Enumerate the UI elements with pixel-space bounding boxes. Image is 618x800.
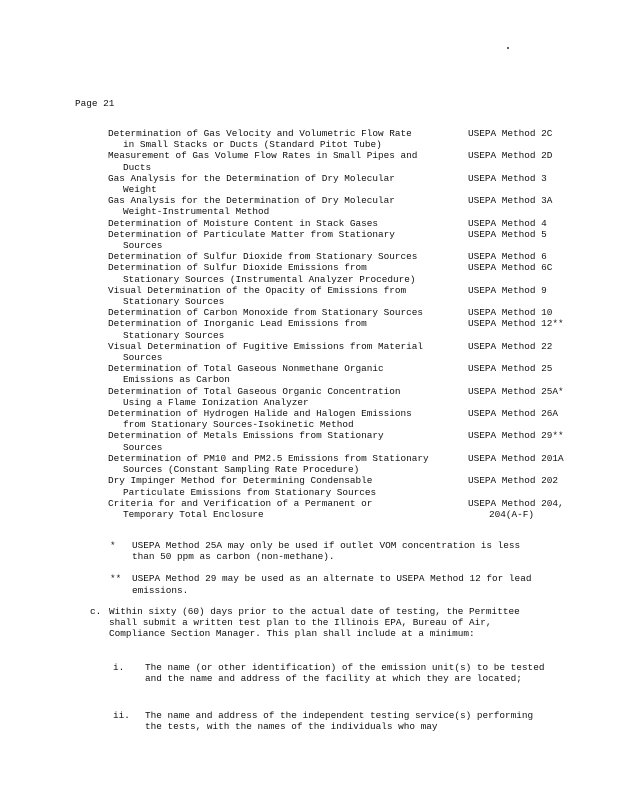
method-description-line: Determination of Hydrogen Halide and Halogen Emissions xyxy=(108,408,412,420)
method-description xyxy=(108,318,453,340)
method-reference xyxy=(468,341,568,363)
method-description-line: Dry Impinger Method for Determining Condensable xyxy=(108,475,373,487)
method-description-continuation: Sources xyxy=(123,441,163,453)
method-description xyxy=(108,453,453,475)
method-reference xyxy=(468,408,568,430)
method-row xyxy=(108,430,568,452)
method-reference xyxy=(468,453,568,475)
method-description-line: Determination of PM10 and PM2.5 Emissions from Stationary xyxy=(108,452,429,464)
method-row xyxy=(108,251,568,262)
item-c xyxy=(90,606,550,640)
method-description xyxy=(108,285,453,307)
method-description xyxy=(108,408,453,430)
method-description-continuation: Stationary Sources xyxy=(123,296,225,308)
method-description-continuation: Emissions as Carbon xyxy=(123,374,230,386)
method-description-continuation: from Stationary Sources-Isokinetic Method xyxy=(123,419,354,431)
subitem-ii xyxy=(113,710,553,732)
method-reference-line: USEPA Method 29** xyxy=(468,430,564,442)
method-description-line: Determination of Particulate Matter from Stationary xyxy=(108,228,395,240)
method-reference xyxy=(468,363,568,385)
footnote xyxy=(110,540,540,562)
method-row xyxy=(108,498,568,520)
method-reference-line: USEPA Method 25A* xyxy=(468,385,564,397)
method-row xyxy=(108,363,568,385)
method-description-continuation: Particulate Emissions from Stationary Sources xyxy=(123,486,377,498)
method-reference-line: USEPA Method 22 xyxy=(468,340,553,352)
subitem-text: The name and address of the independent testing service(s) performing the tests, with the names of the individuals who may xyxy=(145,710,534,733)
method-reference-line: USEPA Method 25 xyxy=(468,363,553,375)
footnote-text: USEPA Method 25A may only be used if outlet VOM concentration is less than 50 ppm as carbon (non-methane). xyxy=(132,540,521,563)
item-c-label: c. xyxy=(90,606,102,617)
subitem-text: The name (or other identification) of the emission unit(s) to be tested and the name and address of the facility at which they are located; xyxy=(145,662,545,685)
method-description xyxy=(108,430,453,452)
method-description-continuation: Weight-Instrumental Method xyxy=(123,206,270,218)
method-description-line: Measurement of Gas Volume Flow Rates in Small Pipes and xyxy=(108,150,418,162)
method-description-continuation: Sources xyxy=(123,352,163,364)
method-description xyxy=(108,150,453,172)
method-reference-line: USEPA Method 10 xyxy=(468,307,553,319)
method-reference-line: USEPA Method 26A xyxy=(468,408,559,420)
method-reference xyxy=(468,218,568,229)
method-description-continuation: Stationary Sources (Instrumental Analyzer Procedure) xyxy=(123,273,416,285)
method-row xyxy=(108,195,568,217)
method-reference xyxy=(468,307,568,318)
method-description-line: Determination of Carbon Monoxide from Stationary Sources xyxy=(108,307,424,319)
method-row xyxy=(108,307,568,318)
method-description-line: Determination of Metals Emissions from Stationary xyxy=(108,430,384,442)
method-row xyxy=(108,218,568,229)
subitem-i xyxy=(113,662,553,684)
footnote-text: USEPA Method 29 may be used as an alternate to USEPA Method 12 for lead emissions. xyxy=(132,573,532,596)
method-description xyxy=(108,475,453,497)
footnotes xyxy=(110,540,540,607)
method-row xyxy=(108,150,568,172)
method-row xyxy=(108,262,568,284)
method-row xyxy=(108,453,568,475)
method-description-line: Determination of Gas Velocity and Volumetric Flow Rate xyxy=(108,128,412,139)
method-reference-line: USEPA Method 201A xyxy=(468,452,564,464)
method-reference-line: USEPA Method 5 xyxy=(468,228,547,240)
method-description xyxy=(108,128,453,150)
scan-speck xyxy=(507,47,509,49)
method-description xyxy=(108,218,453,229)
method-description-line: Gas Analysis for the Determination of Dry Molecular xyxy=(108,195,395,207)
method-row xyxy=(108,128,568,150)
method-description-line: Determination of Inorganic Lead Emissions from xyxy=(108,318,367,330)
method-reference xyxy=(468,128,568,150)
method-row xyxy=(108,229,568,251)
method-reference-line: USEPA Method 9 xyxy=(468,284,547,296)
method-reference xyxy=(468,150,568,172)
method-description-continuation: in Small Stacks or Ducts (Standard Pitot Tube) xyxy=(123,139,382,151)
method-reference xyxy=(468,475,568,497)
footnote xyxy=(110,573,540,595)
method-description-line: Determination of Sulfur Dioxide from Stationary Sources xyxy=(108,251,418,263)
method-description xyxy=(108,498,453,520)
method-description-line: Determination of Sulfur Dioxide Emissions from xyxy=(108,262,367,274)
method-reference-line: USEPA Method 4 xyxy=(468,217,547,229)
method-row xyxy=(108,341,568,363)
method-description xyxy=(108,251,453,262)
method-reference-line: USEPA Method 3 xyxy=(468,172,547,184)
method-description xyxy=(108,173,453,195)
method-row xyxy=(108,408,568,430)
method-reference xyxy=(468,195,568,217)
method-description xyxy=(108,341,453,363)
method-reference-line: USEPA Method 2C xyxy=(468,128,553,139)
method-reference-line: USEPA Method 3A xyxy=(468,195,553,207)
method-reference-continuation: 204(A-F) xyxy=(489,508,535,520)
footnote-mark: ** xyxy=(110,573,122,585)
method-description xyxy=(108,307,453,318)
method-reference xyxy=(468,262,568,284)
method-description-line: Criteria for and Verification of a Permanent or xyxy=(108,497,373,509)
method-description xyxy=(108,386,453,408)
method-row xyxy=(108,386,568,408)
method-description xyxy=(108,195,453,217)
method-reference xyxy=(468,229,568,251)
subitem-label: i. xyxy=(113,662,125,673)
method-reference-line: USEPA Method 202 xyxy=(468,475,559,487)
method-reference-line: USEPA Method 2D xyxy=(468,150,553,162)
method-reference xyxy=(468,430,568,452)
method-reference xyxy=(468,386,568,408)
method-reference xyxy=(468,285,568,307)
method-description-line: Gas Analysis for the Determination of Dry Molecular xyxy=(108,172,395,184)
test-methods-table xyxy=(108,128,568,520)
method-description-line: Visual Determination of the Opacity of Emissions from xyxy=(108,284,407,296)
method-description-continuation: Using a Flame Ionization Analyzer xyxy=(123,396,309,408)
method-description xyxy=(108,363,453,385)
method-description-continuation: Weight xyxy=(123,184,157,196)
method-reference xyxy=(468,251,568,262)
method-row xyxy=(108,285,568,307)
method-row xyxy=(108,173,568,195)
method-description-line: Determination of Total Gaseous Nonmethane Organic xyxy=(108,363,384,375)
method-reference xyxy=(468,318,568,340)
method-reference-line: USEPA Method 6 xyxy=(468,251,547,263)
method-reference-line: USEPA Method 204, xyxy=(468,497,564,509)
method-reference-line: USEPA Method 6C xyxy=(468,262,553,274)
method-description-line: Determination of Moisture Content in Stack Gases xyxy=(108,217,379,229)
method-reference-line: USEPA Method 12** xyxy=(468,318,564,330)
method-reference xyxy=(468,498,568,520)
item-c-text: Within sixty (60) days prior to the actual date of testing, the Permittee shall submit a written test plan to the Illinois EPA, Bureau of Air, Compliance Section Manager. This plan shall include at a minimum: xyxy=(109,606,520,640)
footnote-mark: * xyxy=(110,540,116,551)
method-description-continuation: Stationary Sources xyxy=(123,329,225,341)
method-reference xyxy=(468,173,568,195)
method-description xyxy=(108,262,453,284)
subitem-label: ii. xyxy=(113,710,130,721)
method-description-continuation: Temporary Total Enclosure xyxy=(123,508,264,520)
method-description-continuation: Sources xyxy=(123,240,163,252)
method-row xyxy=(108,475,568,497)
method-row xyxy=(108,318,568,340)
method-description-continuation: Ducts xyxy=(123,161,152,173)
method-description xyxy=(108,229,453,251)
method-description-line: Determination of Total Gaseous Organic Concentration xyxy=(108,385,401,397)
method-description-continuation: Sources (Constant Sampling Rate Procedure) xyxy=(123,464,360,476)
page-number: Page 21 xyxy=(75,98,115,109)
method-description-line: Visual Determination of Fugitive Emissions from Material xyxy=(108,340,424,352)
